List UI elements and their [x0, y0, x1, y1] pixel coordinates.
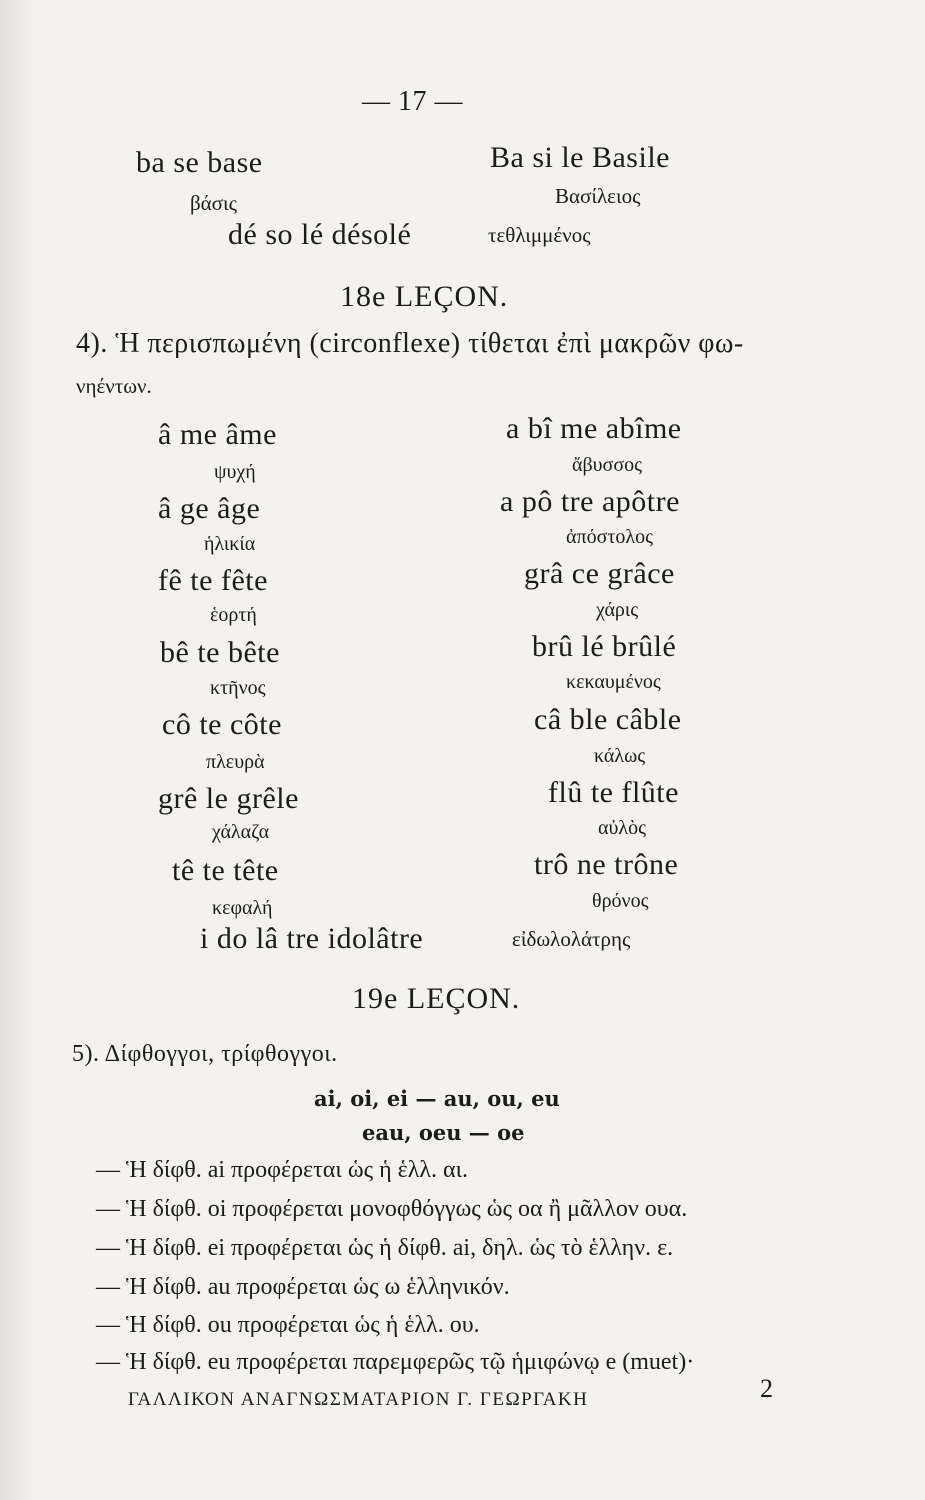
word-tete: tê te tête	[172, 854, 279, 887]
word-flute: flû te flûte	[548, 776, 679, 809]
greek-ame: ψυχή	[214, 461, 256, 483]
greek-cable: κάλως	[594, 745, 646, 767]
lesson-19-heading: 19e LEÇON.	[352, 982, 521, 1015]
word-cote: cô te côte	[162, 708, 282, 741]
word-cable: câ ble câble	[534, 703, 682, 736]
greek-tete: κεφαλή	[212, 897, 273, 919]
digraph-rule-au: — Ἡ δίφθ. au προφέρεται ὡς ω ἑλληνικόν.	[96, 1274, 510, 1300]
word-trone: trô ne trône	[534, 848, 679, 881]
greek-cote: πλευρὰ	[206, 751, 265, 773]
greek-age: ἡλικία	[204, 533, 256, 555]
word-apotre: a pô tre apôtre	[500, 485, 680, 518]
greek-grace: χάρις	[596, 599, 639, 621]
word-grele: grê le grêle	[158, 782, 299, 815]
greek-grele: χάλαζα	[212, 821, 270, 843]
word-brule: brû lé brûlé	[532, 630, 677, 663]
digraphs-line2: eau, oeu — oe	[362, 1120, 525, 1145]
page-number: — 17 —	[362, 86, 463, 117]
greek-flute: αὐλὸς	[598, 817, 646, 839]
greek-basile: Βασίλειος	[555, 184, 641, 208]
digraph-rule-ai: — Ἡ δίφθ. ai προφέρεται ὡς ἡ ἑλλ. αι.	[96, 1157, 469, 1183]
word-age: â ge âge	[158, 492, 261, 525]
greek-apotre: ἀπόστολος	[566, 526, 654, 548]
word-fete: fê te fête	[158, 564, 268, 597]
word-idolatre: i do lâ tre idolâtre	[200, 922, 424, 955]
word-abime: a bî me abîme	[506, 412, 682, 445]
lesson-18-rule-line1: 4). Ἡ περισπωμένη (circonflexe) τίθεται ἐπὶ μακρῶν φω-	[76, 328, 744, 359]
word-bete: bê te bête	[160, 636, 280, 669]
greek-base: βάσις	[190, 191, 237, 215]
footer-title: ΓΑΛΛΙΚΟΝ ΑΝΑΓΝΩΣΜΑΤΑΡΙΟΝ Γ. ΓΕΩΡΓΑΚΗ	[128, 1389, 589, 1410]
greek-brule: κεκαυμένος	[566, 671, 661, 693]
greek-fete: ἑορτή	[210, 604, 257, 626]
digraphs-line1: ai, oi, ei — au, ou, eu	[314, 1086, 560, 1111]
greek-trone: θρόνος	[592, 890, 649, 912]
greek-bete: κτῆνος	[210, 677, 266, 699]
word-desole: dé so lé désolé	[228, 218, 412, 251]
digraph-rule-ou: — Ἡ δίφθ. ou προφέρεται ὡς ἡ ἑλλ. ου.	[96, 1312, 480, 1338]
digraph-rule-oi: — Ἡ δίφθ. oi προφέρεται μονοφθόγγως ὡς οα ἢ μᾶλλον ουα.	[96, 1196, 688, 1222]
greek-idolatre: εἰδωλολάτρης	[512, 927, 631, 951]
signature-mark: 2	[760, 1374, 774, 1403]
word-basile: Ba si le Basile	[490, 141, 670, 174]
word-base: ba se base	[136, 146, 263, 179]
word-grace: grâ ce grâce	[524, 557, 675, 590]
digraph-rule-eu: — Ἡ δίφθ. eu προφέρεται παρεμφερῶς τῷ ἡμιφώνῳ e (muet)·	[96, 1349, 695, 1375]
lesson-18-heading: 18e LEÇON.	[340, 280, 509, 313]
lesson-19-rule: 5). Δίφθογγοι, τρίφθογγοι.	[72, 1041, 338, 1067]
word-ame: â me âme	[158, 418, 277, 451]
page-gutter-shadow	[0, 0, 34, 1500]
lesson-18-rule-line2: νηέντων.	[76, 374, 152, 398]
digraph-rule-ei: — Ἡ δίφθ. ei προφέρεται ὡς ἡ δίφθ. ai, δηλ. ὡς τὸ ἑλλην. ε.	[96, 1235, 674, 1261]
greek-desole: τεθλιμμένος	[488, 223, 591, 247]
greek-abime: ἄβυσσος	[572, 454, 643, 476]
